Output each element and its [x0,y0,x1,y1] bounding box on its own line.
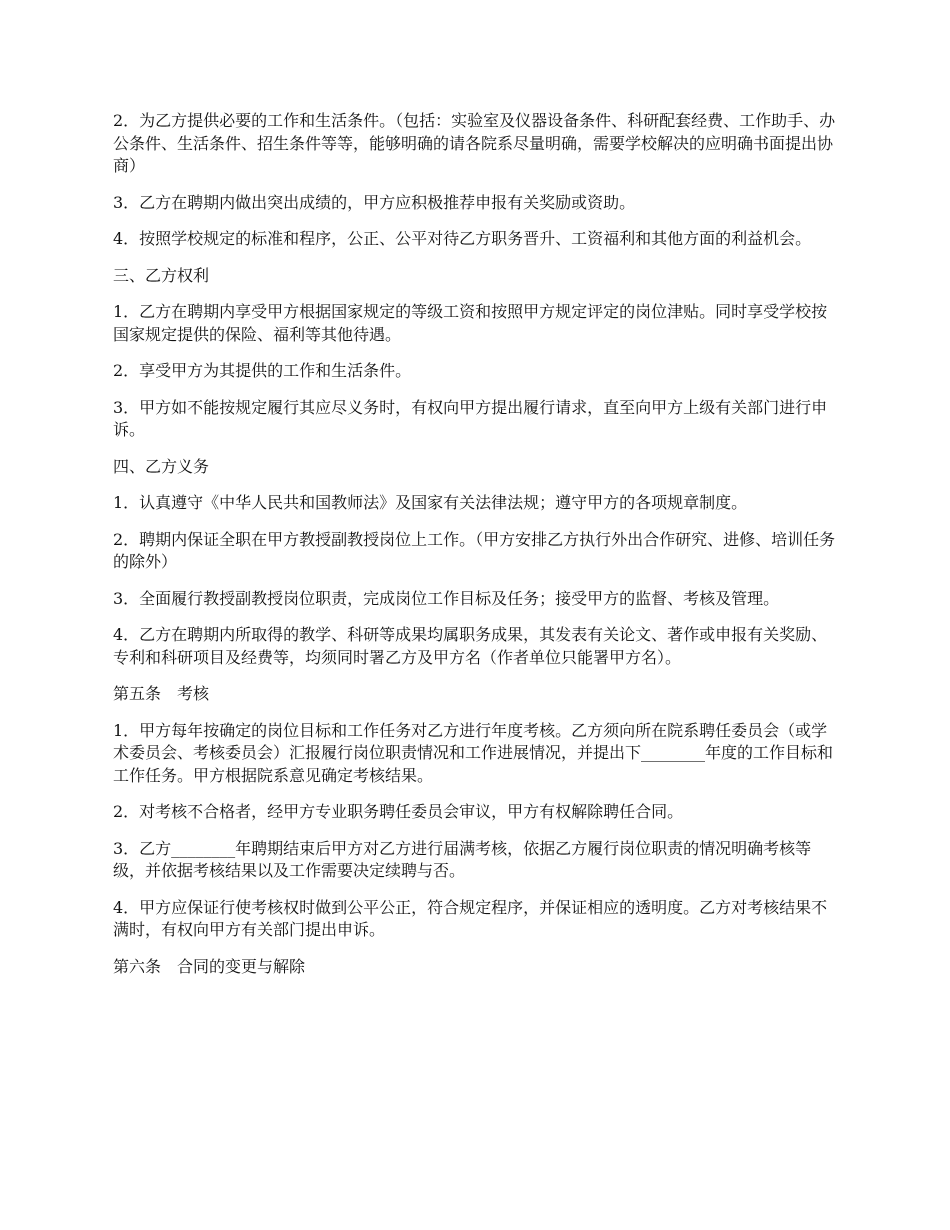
document-body [113,110,843,992]
paragraph-obligations-1-laws: 1．认真遵守《中华人民共和国教师法》及国家有关法律法规；遵守甲方的各项规章制度。 [113,493,748,512]
paragraph-assessment-1-annual: 1．甲方每年按确定的岗位目标和工作任务对乙方进行年度考核。乙方须向所在院系聘任委员会（或学术委员会、考核委员会）汇报履行岗位职责情况和工作进展情况，并提出下________年度的工作目标和工作任务。甲方根据院系意见确定考核结果。 [113,720,834,785]
paragraph-rights-3-appeal: 3．甲方如不能按规定履行其应尽义务时，有权向甲方提出履行请求，直至向甲方上级有关部门进行申诉。 [113,397,828,439]
paragraph-assessment-2-unqualified: 2．对考核不合格者，经甲方专业职务聘任委员会审议，甲方有权解除聘任合同。 [113,802,684,821]
paragraph-2-work-conditions: 2．为乙方提供必要的工作和生活条件。（包括：实验室及仪器设备条件、科研配套经费、工作助手、办公条件、生活条件、招生条件等等，能够明确的请各院系尽量明确，需要学校解决的应明确书面提出协商） [113,111,836,175]
article-heading-contract-change: 第六条 合同的变更与解除 [113,956,306,976]
article-heading-assessment: 第五条 考核 [113,684,210,703]
paragraph-obligations-2-fulltime: 2．聘期内保证全职在甲方教授副教授岗位上工作。（甲方安排乙方执行外出合作研究、进修、培训任务的除外） [113,529,836,571]
paragraph-obligations-4-achievements: 4．乙方在聘期内所取得的教学、科研等成果均属职务成果，其发表有关论文、著作或申报有关奖励、专利和科研项目及经费等，均须同时署乙方及甲方名（作者单位只能署甲方名）。 [113,625,828,667]
paragraph-rights-1-salary: 1．乙方在聘期内享受甲方根据国家规定的等级工资和按照甲方规定评定的岗位津贴。同时享受学校按国家规定提供的保险、福利等其他待遇。 [113,302,828,344]
paragraph-3-awards: 3．乙方在聘期内做出突出成绩的，甲方应积极推荐申报有关奖励或资助。 [113,192,636,212]
section-heading-party-b-obligations: 四、乙方义务 [113,456,210,476]
section-heading-party-b-rights: 三、乙方权利 [113,265,210,285]
paragraph-assessment-3-term-end: 3．乙方________年聘期结束后甲方对乙方进行届满考核，依据乙方履行岗位职责的情况明确考核等级，并依据考核结果以及工作需要决定续聘与否。 [113,838,812,880]
paragraph-rights-2-conditions: 2．享受甲方为其提供的工作和生活条件。 [113,361,412,380]
paragraph-4-fair-treatment: 4．按照学校规定的标准和程序，公正、公平对待乙方职务晋升、工资福利和其他方面的利益机会。 [113,229,812,248]
paragraph-obligations-3-duties: 3．全面履行教授副教授岗位职责，完成岗位工作目标及任务；接受甲方的监督、考核及管理。 [113,588,780,608]
paragraph-assessment-4-fairness: 4．甲方应保证行使考核权时做到公平公正，符合规定程序，并保证相应的透明度。乙方对考核结果不满时，有权向甲方有关部门提出申诉。 [113,897,828,939]
